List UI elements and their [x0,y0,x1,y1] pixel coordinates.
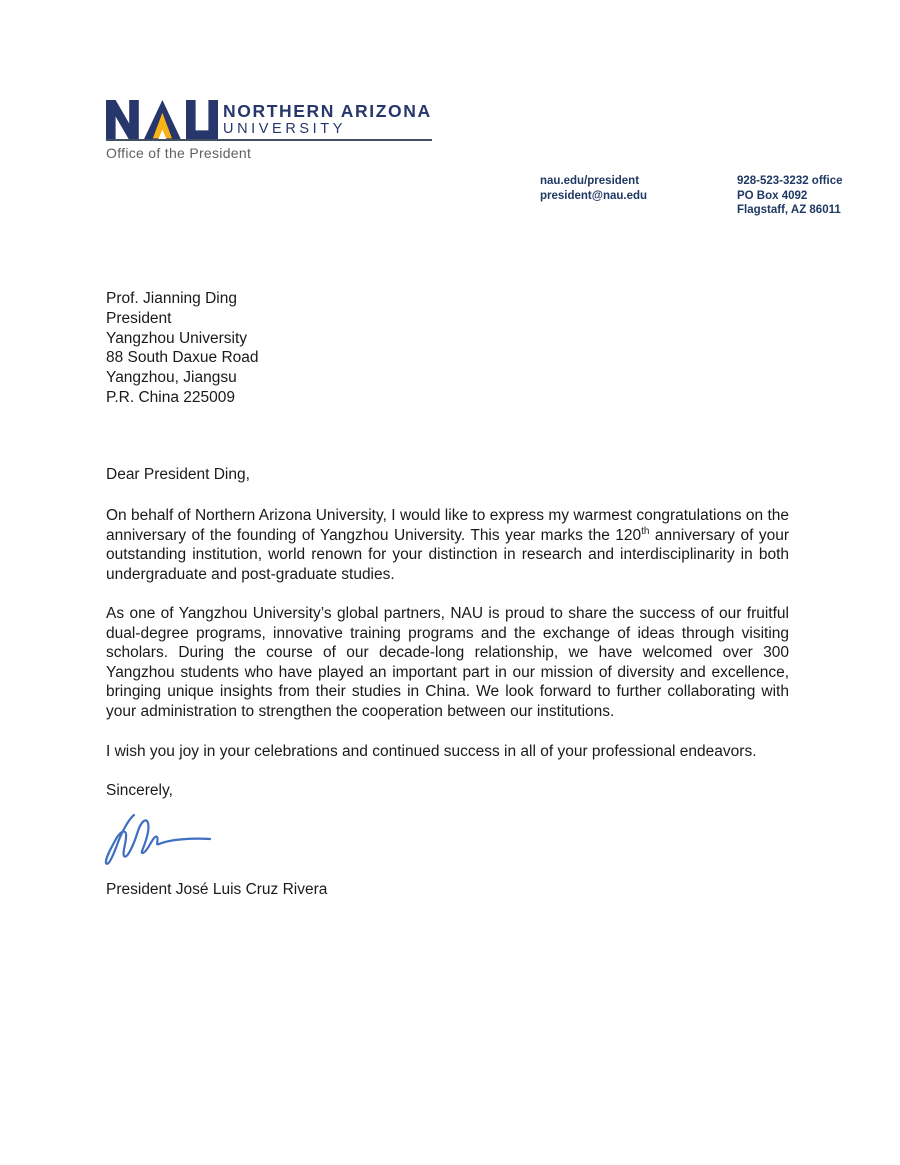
wordmark-line2: UNIVERSITY [223,121,347,137]
paragraph-1 [106,506,789,584]
recipient-title: President [106,309,172,327]
contact-website: nau.edu/president [540,175,640,187]
contact-city: Flagstaff, AZ 86011 [737,204,841,217]
contact-phone-address [737,174,842,218]
paragraph-1-after: anniversary of your outstanding institution, world renown for your distinction in research and interdisciplinarity in both undergraduate and post-graduate studies. [106,526,789,583]
letterhead-divider [106,139,432,141]
paragraph-3: I wish you joy in your celebrations and continued success in all of your professional endeavors. [106,743,757,760]
department-name: Office of the President [106,145,252,161]
signer-name: President José Luis Cruz Rivera [106,881,328,898]
wordmark-line1: NORTHERN ARIZONA [223,101,432,121]
recipient-institution: Yangzhou University [106,329,248,347]
closing: Sincerely, [106,782,173,799]
paragraph-2: As one of Yangzhou University’s global partners, NAU is proud to share the success of our fruitful dual-degree programs, innovative training programs and the exchange of ideas through visiting scholars. During the course of our decade-long relationship, we have welcomed over 300 Yangzhou students who have played an important part in our mission of diversity and excellence, bringing unique insights from their studies in China. We look forward to further collaborating with your administration to strengthen the cooperation between our institutions. [106,605,789,720]
ordinal-superscript: th [641,525,650,537]
salutation: Dear President Ding, [106,466,250,483]
contact-phone: 928-523-3232 office [737,175,843,187]
contact-pobox: PO Box 4092 [737,189,808,202]
recipient-city: Yangzhou, Jiangsu [106,369,237,387]
contact-email: president@nau.edu [540,189,648,202]
handwritten-signature-icon [101,810,213,872]
contact-web-email [540,174,647,203]
recipient-address [106,289,259,408]
nau-logo-icon [106,100,218,140]
paragraph-1-before: On behalf of Northern Arizona University, I would like to express my warmest congratulations on the anniversary of the founding of Yangzhou University. This year marks the 120 [106,507,789,544]
recipient-street: 88 South Daxue Road [106,349,259,367]
university-wordmark [223,102,432,138]
recipient-country: P.R. China 225009 [106,388,235,406]
recipient-name: Prof. Jianning Ding [106,290,237,307]
